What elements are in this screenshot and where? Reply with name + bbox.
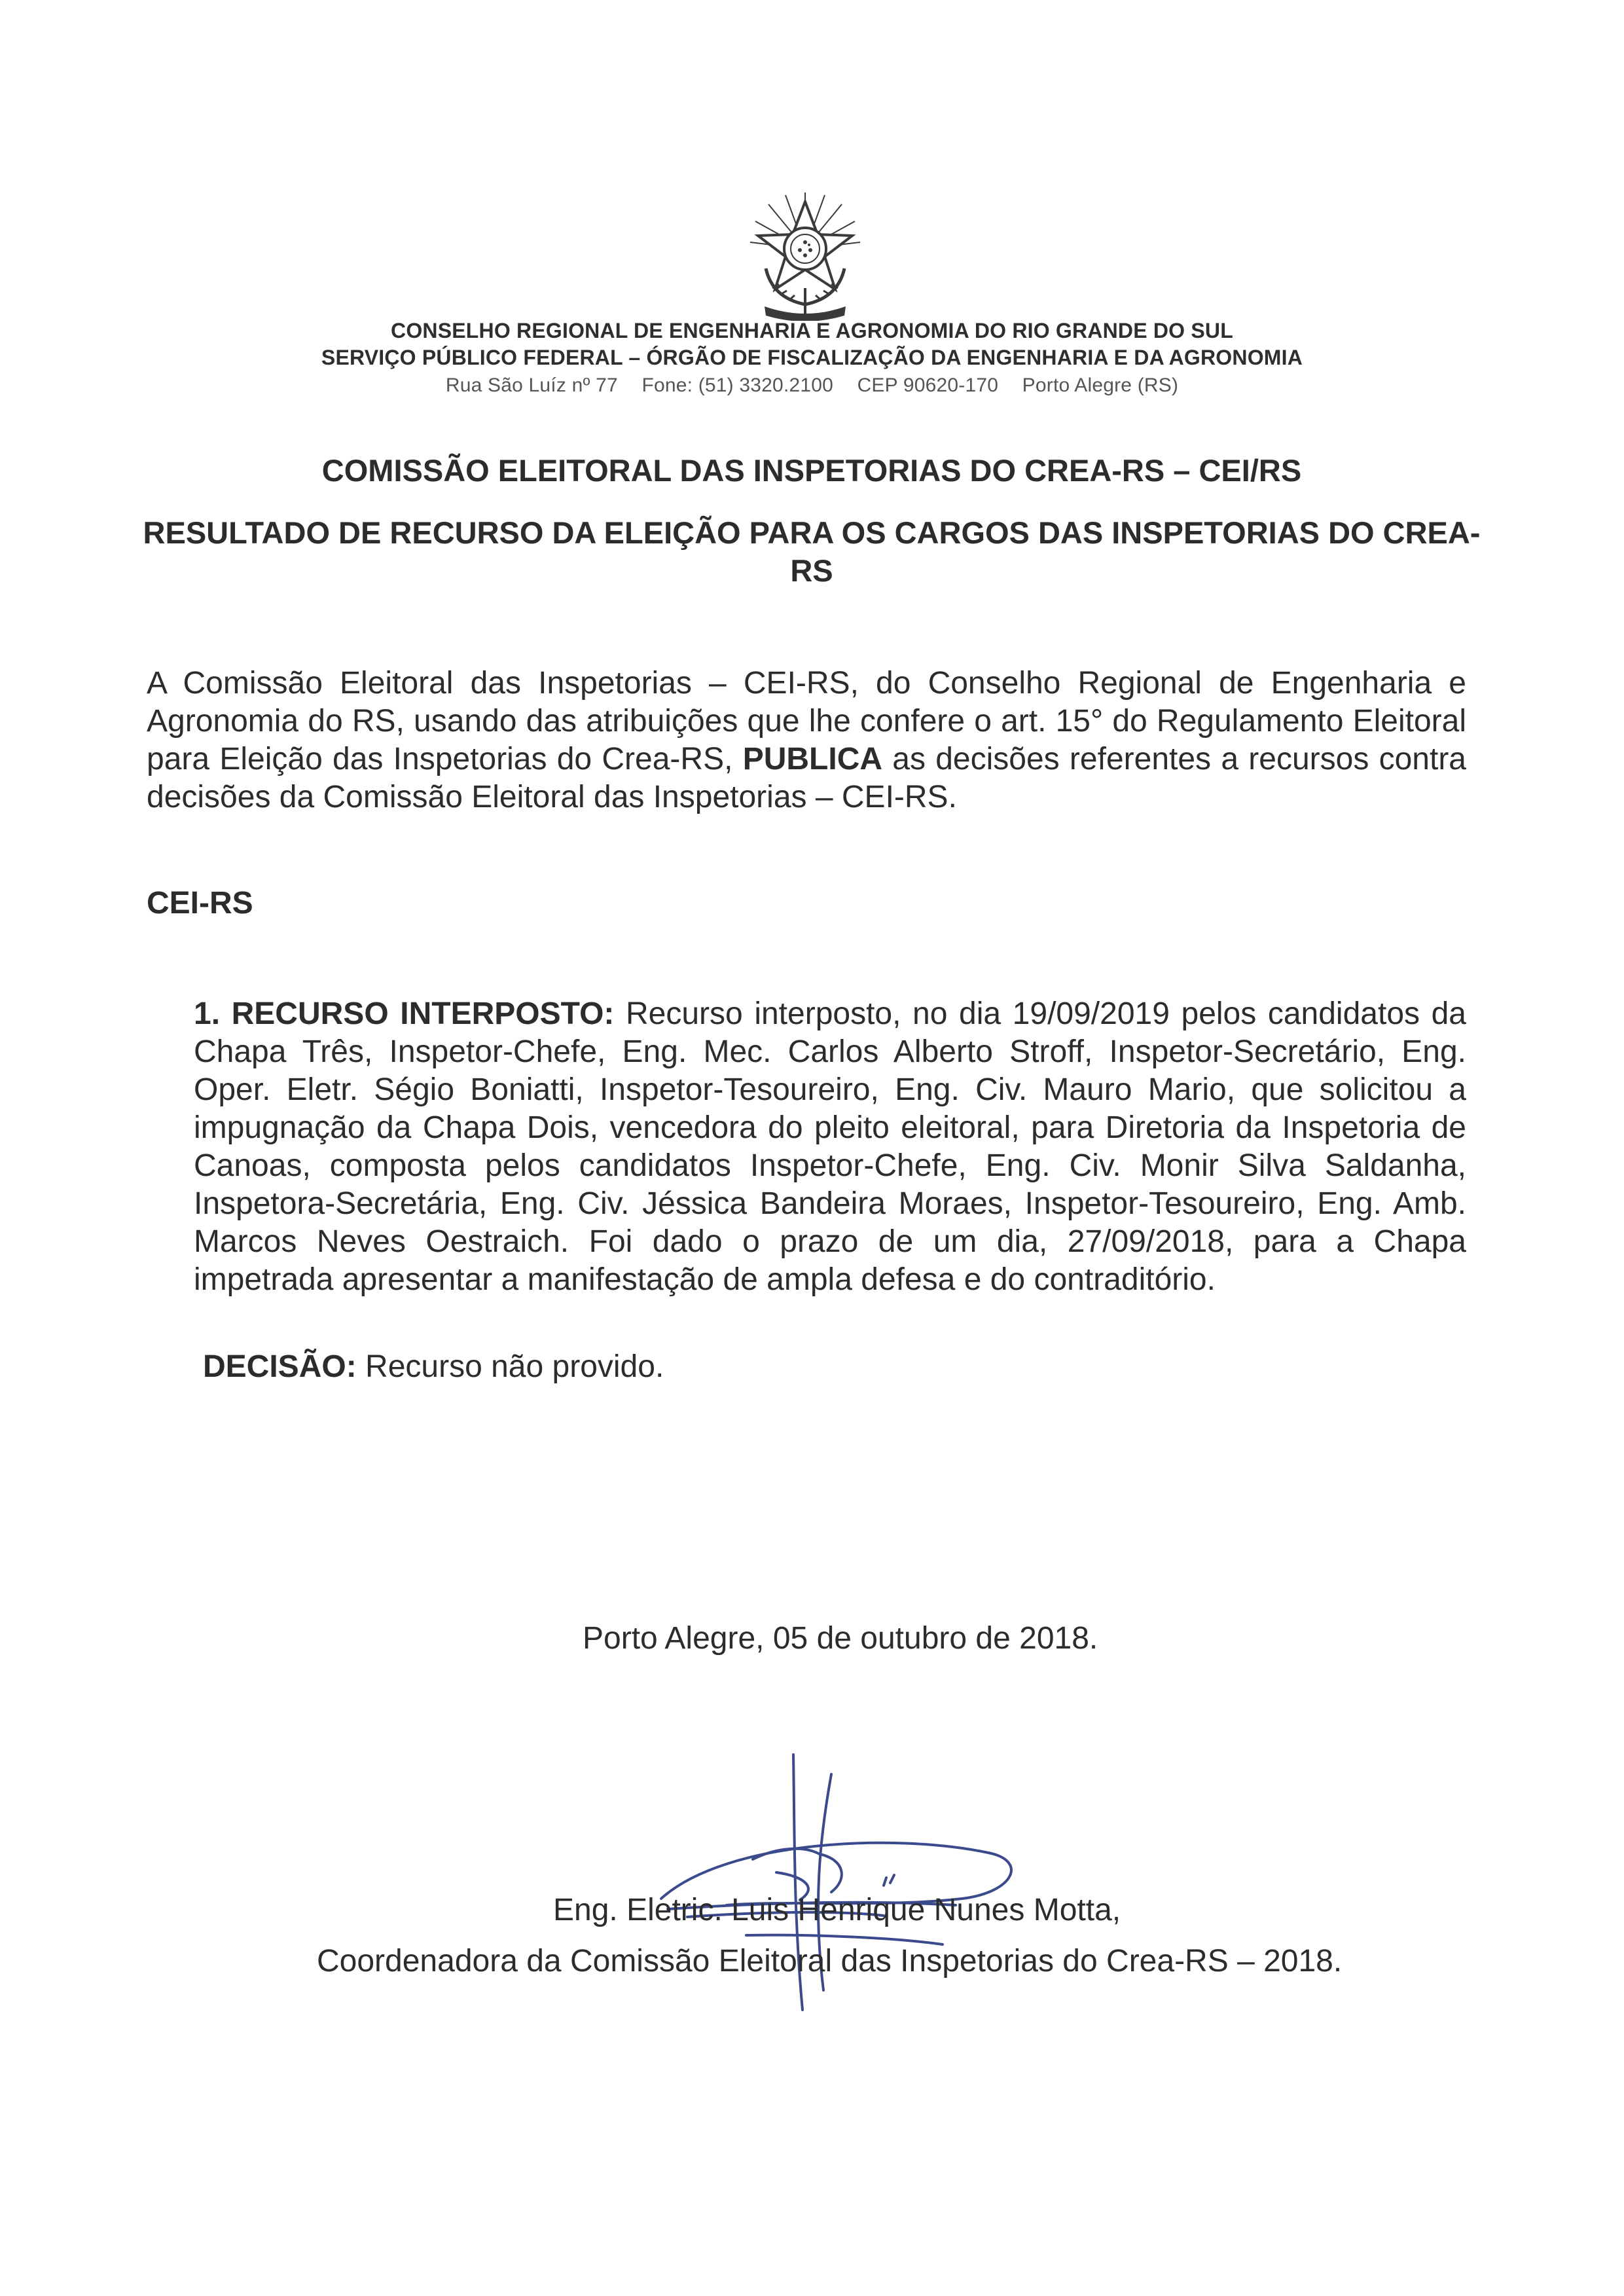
intro-text-after: as decisões referentes a recursos contra decisões da Comissão Eleitoral das Inspetorias – CEI-RS. [147,742,1466,814]
item-text: Recurso interposto, no dia 19/09/2019 pelos candidatos da Chapa Três, Inspetor-Chefe, Eng. Mec. Carlos Alberto Stroff, Inspetor-Secretário, Eng. Oper. Eletr. Ségio Boniatti, Inspetor-Tesoureiro, Eng. Civ. Mauro Mario, que solicitou a impugnação da Chapa Dois, vencedora do pleito eleitoral, para Diretoria da Inspetoria de Canoas, composta pelos candidatos Inspetor-Chefe, Eng. Civ. Monir Silva Saldanha, Inspetora-Secretária, Eng. Civ. Jéssica Bandeira Moraes, Inspetor-Tesoureiro, Eng. Amb. Marcos Neves Oestraich. Foi dado o prazo de um dia, 27/09/2018, para a Chapa impetrada apresentar a manifestação de ampla defesa e do contraditório. [194,996,1466,1297]
commission-title: COMISSÃO ELEITORAL DAS INSPETORIAS DO CREA-RS – CEI/RS [321,453,1302,488]
intro-emphasis: PUBLICA [742,742,883,776]
decision-label: DECISÃO: [203,1349,357,1384]
address-phone: Fone: (51) 3320.2100 [641,374,834,396]
place-date: Porto Alegre, 05 de outubro de 2018. [583,1621,1098,1656]
result-title: RESULTADO DE RECURSO DA ELEIÇÃO PARA OS CARGOS DAS INSPETORIAS DO CREA-RS [143,515,1481,588]
address-street: Rua São Luíz nº 77 [445,374,618,396]
institution-subtitle: SERVIÇO PÚBLICO FEDERAL – ÓRGÃO DE FISCALIZAÇÃO DA ENGENHARIA E DA AGRONOMIA [321,346,1303,369]
signer-name: Eng. Eletric. Luis Henrique Nunes Motta, [553,1893,1121,1927]
intro-text-before: A Comissão Eleitoral das Inspetorias – CEI-RS, do Conselho Regional de Engenharia e Agronomia do RS, usando das atribuições que lhe confere o art. 15° do Regulamento Eleitoral para Eleição das Inspetorias do Crea-RS, [147,666,1466,776]
appeal-item [194,995,1466,1299]
decision-text: Recurso não provido. [356,1349,664,1384]
signature-icon [648,1748,1054,2023]
intro-paragraph [147,665,1466,816]
item-label: RECURSO INTERPOSTO: [231,996,615,1031]
section-heading: CEI-RS [147,886,253,920]
item-number: 1. [194,996,221,1031]
institution-address [0,374,1624,397]
address-city: Porto Alegre (RS) [1022,374,1179,396]
coat-of-arms-icon [746,190,864,321]
institution-name: CONSELHO REGIONAL DE ENGENHARIA E AGRONOMIA DO RIO GRANDE DO SUL [391,319,1233,342]
address-cep: CEP 90620-170 [857,374,999,396]
signer-role: Coordenadora da Comissão Eleitoral das Inspetorias do Crea-RS – 2018. [317,1944,1343,1978]
decision [203,1349,664,1385]
